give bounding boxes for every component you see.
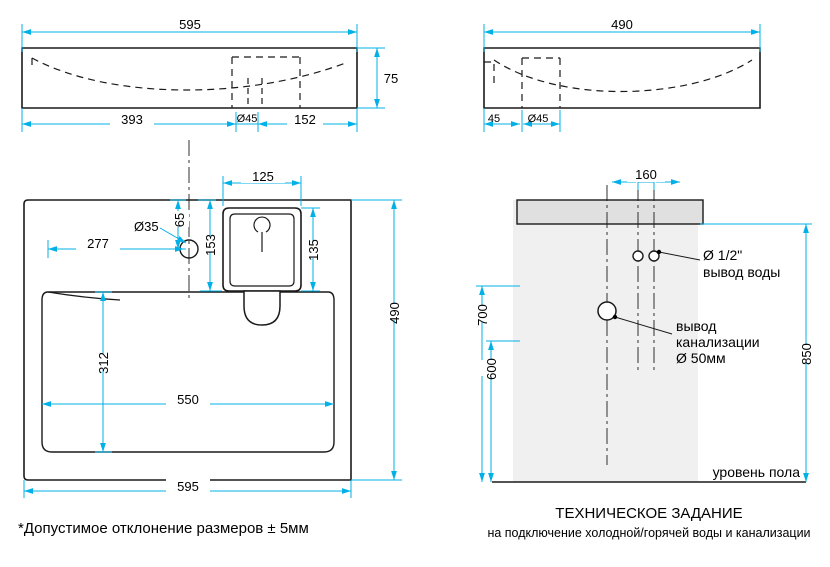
- dim-tap-offset-65: 65: [172, 212, 187, 228]
- dim-front-width: 595: [179, 17, 201, 32]
- dim-total-height: 850: [799, 343, 814, 365]
- side-section-view: [484, 16, 760, 132]
- dim-front-height: 75: [383, 71, 399, 86]
- dim-side-edge-offset: 45: [487, 113, 501, 125]
- label-water-outlet-dia: Ø 1/2": [703, 247, 743, 263]
- dim-plan-width: 595: [177, 479, 199, 494]
- dim-cutout-depth: 135: [306, 239, 321, 261]
- dim-cutout-width: 125: [252, 169, 274, 184]
- dim-tap-from-left: 277: [87, 236, 109, 251]
- caption-subtitle: на подключение холодной/горячей воды и канализации: [487, 526, 811, 540]
- label-drain-line1: вывод: [676, 318, 717, 334]
- dim-bowl-depth: 312: [96, 352, 111, 374]
- dim-height-drain: 600: [484, 358, 499, 380]
- dim-water-spacing: 160: [635, 167, 657, 182]
- dim-bowl-width: 550: [177, 392, 199, 407]
- dim-front-left-segment: 393: [121, 112, 143, 127]
- dim-front-right-segment: 152: [294, 112, 316, 127]
- dim-plan-depth: 490: [387, 302, 402, 324]
- label-drain-line2: канализации: [676, 334, 760, 350]
- dim-side-drain-dia: Ø45: [527, 113, 549, 125]
- dim-front-drain-dia: Ø45: [236, 113, 258, 125]
- label-drain-line3: Ø 50мм: [676, 350, 726, 366]
- dim-cutout-offset-153: 153: [203, 234, 218, 256]
- dim-tap-hole-dia: Ø35: [134, 219, 159, 234]
- dim-side-depth: 490: [611, 17, 633, 32]
- tolerance-note: *Допустимое отклонение размеров ± 5мм: [18, 520, 309, 537]
- label-water-outlet: вывод воды: [703, 264, 781, 280]
- label-floor-level: уровень пола: [712, 464, 800, 480]
- caption-title: ТЕХНИЧЕСКОЕ ЗАДАНИЕ: [555, 505, 743, 522]
- front-section-view: [22, 16, 404, 132]
- installation-view: [472, 166, 818, 540]
- plan-view: [24, 140, 406, 498]
- dim-height-water: 700: [475, 304, 490, 326]
